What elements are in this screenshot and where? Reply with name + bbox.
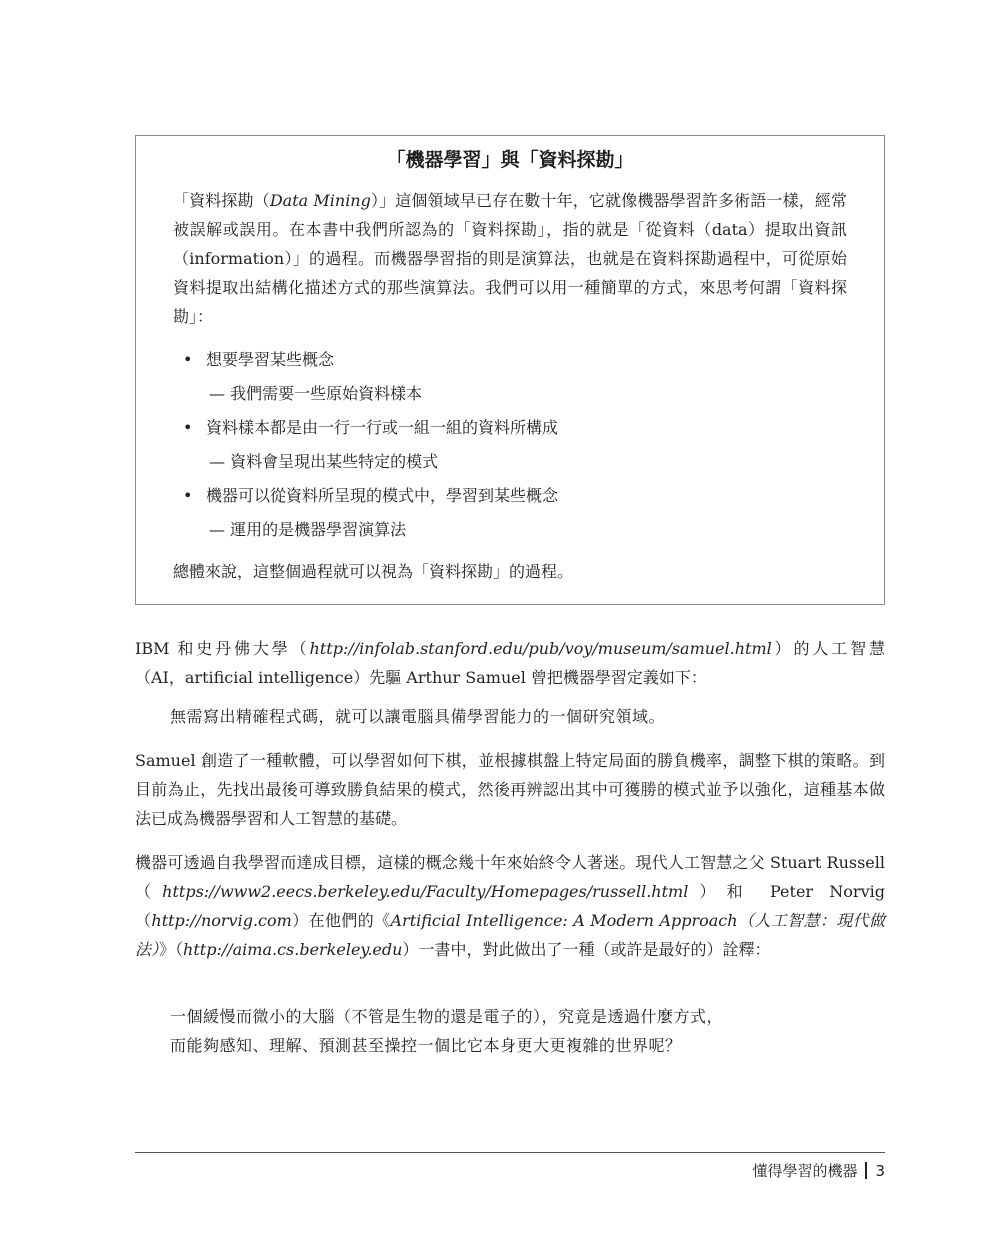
- quote-russell-norvig: [170, 1002, 870, 1060]
- sidebar-intro-text: ）」這個領域早已存在數十年，它就像機器學習許多術語一樣，經常被誤解或誤用。在本書中我們所認為的「資料探勘」，指的就是「從資料（data）提取出資訊（information）」的過程。而機器學習指的則是演算法，也就是在資料探勘過程中，可從原始資料提取出結構化描述方式的那些演算法。我們可以用一種簡單的方式，來思考何謂「資料探勘」：: [173, 191, 847, 326]
- list-item: [173, 411, 847, 479]
- list-item: [173, 479, 847, 547]
- sidebar-list: [173, 343, 847, 547]
- sidebar-intro-term: Data Mining: [269, 191, 371, 210]
- sidebar-intro: [173, 186, 847, 331]
- link-aima[interactable]: http://aima.cs.berkeley.edu: [183, 940, 403, 959]
- list-item: [173, 343, 847, 411]
- chapter-title: 懂得學習的機器: [752, 1162, 858, 1180]
- link-russell[interactable]: https://www2.eecs.berkeley.edu/Faculty/Homepages/russell.html: [162, 882, 689, 901]
- sidebar-summary: 總體來說，這整個過程就可以視為「資料探勘」的過程。: [173, 562, 574, 581]
- quote-line: 一個緩慢而微小的大腦（不管是生物的還是電子的），究竟是透過什麼方式，: [170, 1007, 724, 1026]
- sidebar-box: [135, 135, 885, 605]
- paragraph-text: IBM 和史丹佛大學（: [135, 639, 310, 658]
- sidebar-intro-text: 「資料探勘（: [173, 191, 270, 210]
- page-number: 3: [875, 1162, 885, 1180]
- quote-line: 而能夠感知、理解、預測甚至操控一個比它本身更大更複雜的世界呢？: [170, 1036, 682, 1055]
- paragraph-text: 》（: [159, 940, 184, 959]
- list-item-text: 資料樣本都是由一行一行或一組一組的資料所構成: [206, 418, 559, 437]
- list-item-text: 想要學習某些概念: [206, 350, 335, 369]
- bullet: •: [183, 486, 193, 505]
- link-stanford[interactable]: http://infolab.stanford.edu/pub/voy/museum/samuel.html: [309, 639, 772, 658]
- link-norvig[interactable]: http://norvig.com: [151, 911, 292, 930]
- paragraph-samuel-software: Samuel 創造了一種軟體，可以學習如何下棋，並根據棋盤上特定局面的勝負機率，調整下棋的策略。到目前為止，先找出最後可導致勝負結果的模式，然後再辨認出其中可獲勝的模式並予以強化，這種基本做法已成為機器學習和人工智慧的基礎。: [135, 751, 885, 828]
- paragraph-russell-norvig: [135, 848, 885, 964]
- paragraph-text: ）的人工智慧（AI，artificial intelligence）先驅 Arthur Samuel 曾把機器學習定義如下：: [135, 639, 885, 687]
- paragraph-text: 機器可透過自我學習而達成目標，這樣的概念幾十年來始終令人著迷。現代人工智慧之父 Stuart Russell（: [135, 853, 885, 901]
- paragraph-text: ）在他們的《: [291, 911, 391, 930]
- page-footer: [752, 1158, 885, 1184]
- paragraph-samuel-intro: [135, 634, 885, 692]
- paragraph-text: ）和 Peter Norvig（: [135, 882, 885, 930]
- bullet: •: [183, 418, 193, 437]
- book-title: Artificial Intelligence: A Modern Approach（人工智慧：現代做法）: [135, 911, 885, 959]
- footer-rule: [135, 1152, 885, 1153]
- footer-separator: [865, 1162, 867, 1179]
- sidebar-title: 「機器學習」與「資料探勘」: [386, 149, 634, 171]
- list-subitem: — 運用的是機器學習演算法: [209, 520, 407, 539]
- list-item-text: 機器可以從資料所呈現的模式中，學習到某些概念: [206, 486, 559, 505]
- quote-definition: 無需寫出精確程式碼，就可以讓電腦具備學習能力的一個研究領域。: [170, 707, 666, 726]
- bullet: •: [183, 350, 193, 369]
- list-subitem: — 我們需要一些原始資料樣本: [209, 384, 423, 403]
- paragraph-text: ）一書中，對此做出了一種（或許是最好的）詮釋：: [402, 940, 771, 959]
- list-subitem: — 資料會呈現出某些特定的模式: [209, 452, 439, 471]
